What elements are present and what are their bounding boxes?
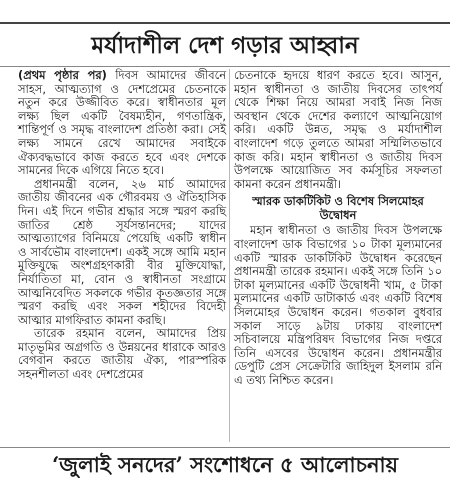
top-rule [0, 22, 450, 24]
stamp-paragraph: মহান স্বাধীনতা ও জাতীয় দিবস উপলক্ষে বাংলাদেশ ডাক বিভাগের ১০ টাকা মূল্যমানের একটি স্মারক ডাকটিকিট উদ্বোধন করেছেন প্রধানমন্ত্রী তারেক রহমান। একই সঙ্গে তিনি ১০ টাকা মূল্যমানের একটি উদ্বোধনী খাম, ৫ টাকা মূল্যমানের একটি ডাটাকার্ড এবং একটি বিশেষ সিলমোহর উদ্বোধন করেন। গতকাল বুধবার সকাল সাড়ে ৯টায় ঢাকায় বাংলাদেশ সচিবালয়ে মন্ত্রিপরিষদ বিভাগের নিজ দপ্তরে তিনি এসবের উদ্বোধন করেন। প্রধানমন্ত্রীর ডেপুটি প্রেস সেক্রেটারি জাহিদুল ইসলাম রনি এ তথ্য নিশ্চিত করেন। [234, 223, 442, 387]
article-headline: মর্যাদাশীল দেশ গড়ার আহ্বান [91, 32, 359, 59]
right-paragraph-continued: চেতনাকে হৃদয়ে ধারণ করতে হবে। আসুন, মহান স্বাধীনতা ও জাতীয় দিবসের তাৎপর্য থেকে শিক্ষা নিয়ে আমরা সবাই নিজ নিজ অবস্থান থেকে দেশের কল্যাণে আত্মনিয়োগ করি। একটি উন্নত, সমৃদ্ধ ও মর্যাদাশীল বাংলাদেশ গড়ে তুলতে আমরা সম্মিলিতভাবে কাজ করি। মহান স্বাধীনতা ও জাতীয় দিবস উপলক্ষে আয়োজিত সব কর্মসূচির সফলতা কামনা করেন প্রধানমন্ত্রী। [234, 68, 442, 191]
paragraph-tarek-said: তারেক রহমান বলেন, আমাদের প্রিয় মাতৃভূমির অগ্রগতি ও উন্নয়নের ধারাকে আরও বেগবান করতে জাতীয় ঐক্য, পারস্পরিক সহনশীলতা এবং দেশপ্রেমের [18, 326, 226, 382]
continued-from-tag: (প্রথম পৃষ্ঠার পর) [18, 68, 107, 82]
lead-paragraph-text: দিবস আমাদের জীবনে সাহস, আত্মত্যাগ ও দেশপ্রেমের চেতনাকে নতুন করে উজ্জীবিত করে। স্বাধীনতার মূল লক্ষ্য ছিল একটি বৈষম্যহীন, গণতান্ত্রিক, শান্তিপূর্ণ ও সমৃদ্ধ বাংলাদেশ প্রতিষ্ঠা করা। সেই লক্ষ্য সামনে রেখে আমাদের সবাইকে ঐক্যবদ্ধভাবে কাজ করতে হবে এবং দেশকে সামনের দিকে এগিয়ে নিতে হবে। [18, 68, 226, 178]
left-column [18, 69, 226, 382]
paragraph-pm-said: প্রধানমন্ত্রী বলেন, ২৬ মার্চ আমাদের জাতীয় জীবনের এক গৌরবময় ও ঐতিহাসিক দিন। এই দিনে গভীর শ্রদ্ধার সঙ্গে স্মরণ করছি জাতির শ্রেষ্ঠ সূর্যসন্তানদের; যাদের আত্মত্যাগের বিনিময়ে পেয়েছি একটি স্বাধীন ও সার্বভৌম বাংলাদেশ। একই সঙ্গে আমি মহান মুক্তিযুদ্ধে অংশগ্রহণকারী বীর মুক্তিযোদ্ধা, নির্যাতিতা মা, বোন ও স্বাধীনতা সংগ্রামে আত্মনিবেদিত সকলকে গভীর কৃতজ্ঞতার সঙ্গে স্মরণ করছি এবং সকল শহীদের বিদেহী আত্মার মাগফিরাত কামনা করছি। [18, 176, 226, 327]
column-divider [229, 69, 230, 442]
bottom-rule [0, 447, 450, 448]
next-article-headline: ‘জুলাই সনদের’ সংশোধনে ৫ আলোচনায় [52, 452, 398, 477]
stamp-subhead: স্মারক ডাকটিকিট ও বিশেষ সিলমোহর উদ্বোধন [252, 194, 424, 223]
lead-paragraph [18, 69, 226, 178]
headline-rule [0, 66, 450, 67]
right-column [234, 69, 442, 387]
